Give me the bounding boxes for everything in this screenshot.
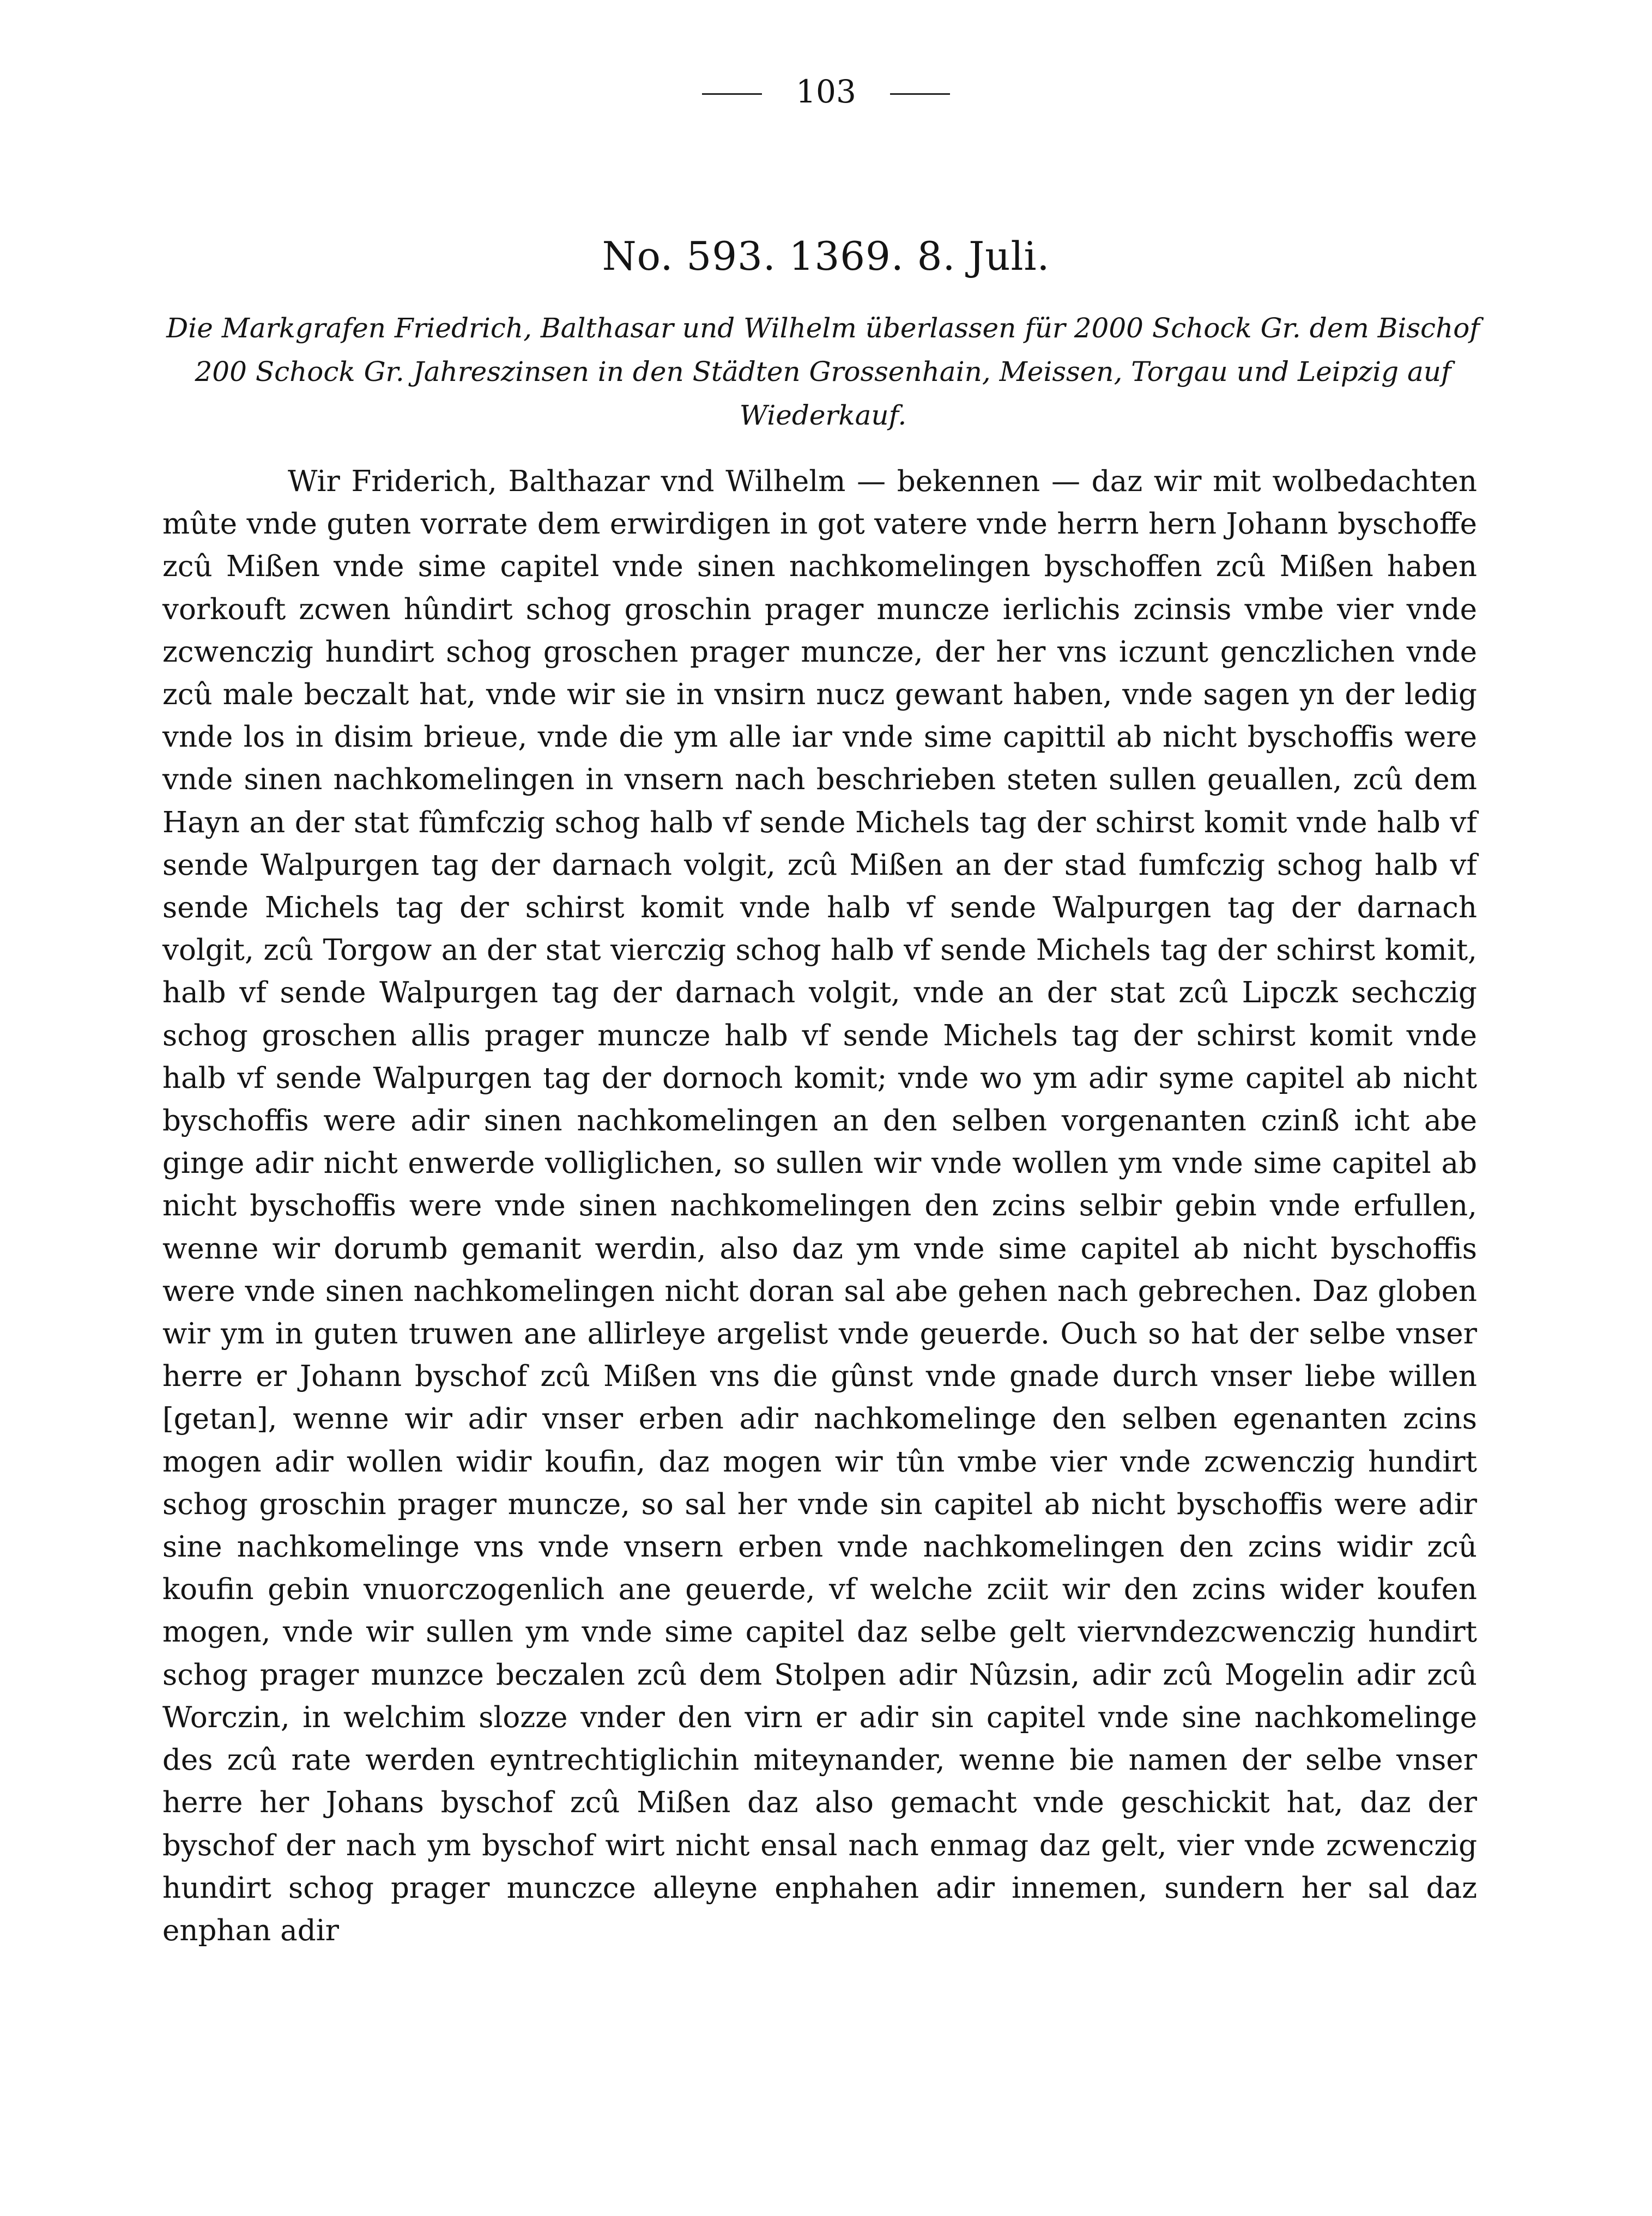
page-header (0, 70, 1652, 113)
document-summary: Die Markgrafen Friedrich, Balthasar und Wilhelm überlassen für 2000 Schock Gr. dem Bischof 200 Schock Gr. Jahreszinsen in den Städten Grossenhain, Meissen, Torgau und Leipzig auf Wiederkauf. (166, 312, 1480, 431)
document-body: Wir Friderich, Balthazar vnd Wilhelm — bekennen — daz wir mit wolbedachten mûte vnde guten vorrate dem erwirdigen in got vatere vnde herrn hern Johann byschoffe zcû Mißen vnde sime capitel vnde sinen nachkomelingen byschoffen zcû Mißen haben vorkouft zcwen hûndirt schog groschin prager muncze ierlichis zcinsis vmbe vier vnde zcwenczig hundirt schog groschen prager muncze, der her vns iczunt genczlichen vnde zcû male beczalt hat, vnde wir sie in vnsirn nucz gewant haben, vnde sagen yn der ledig vnde los in disim brieue, vnde die ym alle iar vnde sime capittil ab nicht byschoffis were vnde sinen nachkomelingen in vnsern nach beschrieben steten sullen geuallen, zcû dem Hayn an der stat fûmfczig schog halb vf sende Michels tag der schirst komit vnde halb vf sende Walpurgen tag der darnach volgit, zcû Mißen an der stad fumfczig schog halb vf sende Michels tag der schirst komit vnde halb vf sende Walpurgen tag der darnach volgit, zcû Torgow an der stat vierczig schog halb vf sende Michels tag der schirst komit, halb vf sende Walpurgen tag der darnach volgit, vnde an der stat zcû Lipczk sechczig schog groschen allis prager muncze halb vf sende Michels tag der schirst komit vnde halb vf sende Walpurgen tag der dornoch komit; vnde wo ym adir syme capitel ab nicht byschoffis were adir sinen nachkomelingen an den selben vorgenanten czinß icht abe ginge adir nicht enwerde volliglichen, so sullen wir vnde wollen ym vnde sime capitel ab nicht byschoffis were vnde sinen nachkomelingen den zcins selbir gebin vnde erfullen, wenne wir dorumb gemanit werdin, also daz ym vnde sime capitel ab nicht byschoffis were vnde sinen nachkomelingen nicht doran sal abe gehen nach gebrechen. Daz globen wir ym in guten truwen ane allirleye argelist vnde geuerde. Ouch so hat der selbe vnser herre er Johann byschof zcû Mißen vns die gûnst vnde gnade durch vnser liebe willen [getan], wenne wir adir vnser erben adir nachkomelinge den selben egenanten zcins mogen adir wollen widir koufin, daz mogen wir tûn vmbe vier vnde zcwenczig hundirt schog groschin prager muncze, so sal her vnde sin capitel ab nicht byschoffis were adir sine nachkomelinge vns vnde vnsern erben vnde nachkomelingen den zcins widir zcû koufin gebin vnuorczogenlich ane geuerde, vf welche zciit wir den zcins wider koufen mogen, vnde wir sullen ym vnde sime capitel daz selbe gelt viervndezcwenczig hundirt schog prager munzce beczalen zcû dem Stolpen adir Nûzsin, adir zcû Mogelin adir zcû Worczin, in welchim slozze vnder den virn er adir sin capitel vnde sine nachkomelinge des zcû rate werden eyntrechtiglichin miteynander, wenne bie namen der selbe vnser herre her Johans byschof zcû Mißen daz also gemacht vnde geschickit hat, daz der byschof der nach ym byschof wirt nicht ensal nach enmag daz gelt, vier vnde zcwenczig hundirt schog prager munczce alleyne enphahen adir innemen, sundern her sal daz enphan adir (162, 465, 1477, 1947)
header-left-rule (702, 93, 762, 95)
document-title: No. 593. 1369. 8. Juli. (602, 233, 1050, 279)
header-right-rule (890, 93, 950, 95)
page-number: 103 (796, 73, 856, 110)
